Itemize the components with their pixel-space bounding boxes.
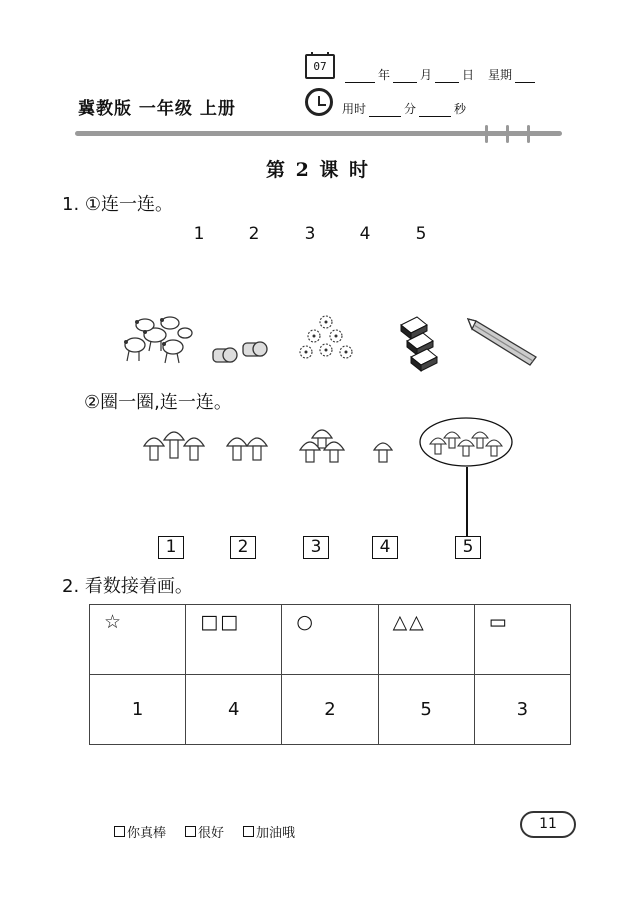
match-number-2: 2	[248, 224, 260, 244]
match-number-4: 4	[359, 224, 371, 244]
clock-icon	[305, 88, 333, 116]
number-box-2: 2	[230, 536, 256, 559]
calendar-number: 07	[313, 60, 327, 73]
calendar-icon	[305, 54, 335, 79]
question1-part1-heading: 1. ①连一连。	[62, 194, 174, 215]
date-day-label: 日	[462, 68, 475, 82]
time-minute-label: 分	[404, 102, 417, 116]
date-fill-line	[342, 66, 538, 83]
shape-cell: ▭	[474, 605, 570, 675]
rule-peg	[527, 125, 530, 143]
rating-label: 加油哦	[256, 826, 296, 841]
time-second-label: 秒	[454, 102, 467, 116]
rating-label: 很好	[198, 826, 225, 841]
checkbox-icon	[114, 826, 125, 837]
number-row	[90, 675, 571, 745]
connecting-line	[466, 467, 468, 537]
date-month-label: 月	[420, 68, 433, 82]
rating-label: 你真棒	[127, 826, 167, 841]
match-number-1: 1	[193, 224, 205, 244]
number-cell: 3	[474, 675, 570, 745]
mushroom-group-2-icon	[225, 428, 271, 466]
pencil-icon	[462, 315, 542, 367]
mushroom-single-icon	[372, 436, 396, 466]
number-box-5: 5	[455, 536, 481, 559]
shape-cell: □□	[186, 605, 282, 675]
mushroom-group-3-icon	[298, 424, 350, 466]
edition-label: 冀教版 一年级 上册	[78, 99, 236, 119]
number-box-3: 3	[303, 536, 329, 559]
rating-checkbox-great[interactable]	[114, 822, 166, 841]
number-cell: 1	[90, 675, 186, 745]
match-number-5: 5	[415, 224, 427, 244]
sheep-group-icon	[115, 305, 195, 367]
shape-cell: ○	[282, 605, 378, 675]
drawing-table	[89, 604, 571, 745]
shape-cell: △△	[378, 605, 474, 675]
number-cell: 2	[282, 675, 378, 745]
number-box-4: 4	[372, 536, 398, 559]
time-used-label: 用时	[342, 102, 367, 116]
lesson-title: 第 2 课 时	[265, 159, 371, 181]
mushroom-group-3-icon	[140, 424, 208, 466]
checkbox-icon	[243, 826, 254, 837]
match-number-3: 3	[304, 224, 316, 244]
checkbox-icon	[185, 826, 196, 837]
rule-peg	[485, 125, 488, 143]
date-year-label: 年	[378, 68, 391, 82]
number-cell: 4	[186, 675, 282, 745]
shape-cell: ☆	[90, 605, 186, 675]
page-number: 11	[520, 811, 576, 838]
rating-checkbox-good[interactable]	[185, 822, 224, 841]
rule-peg	[506, 125, 509, 143]
header-rule	[75, 131, 562, 136]
whistle-pair-icon	[210, 335, 272, 367]
number-cell: 5	[378, 675, 474, 745]
rating-checkbox-keep-going[interactable]	[243, 822, 295, 841]
shape-row	[90, 605, 571, 675]
question1-part2-heading: ②圈一圈,连一连。	[84, 392, 232, 413]
eraser-trio-icon	[395, 315, 445, 373]
mushroom-group-5-circled-icon	[418, 416, 514, 468]
number-box-1: 1	[158, 536, 184, 559]
time-fill-line	[342, 100, 466, 117]
question2-heading: 2. 看数接着画。	[62, 576, 193, 597]
flower-cluster-icon	[296, 312, 358, 367]
date-weekday-label: 星期	[488, 68, 513, 82]
